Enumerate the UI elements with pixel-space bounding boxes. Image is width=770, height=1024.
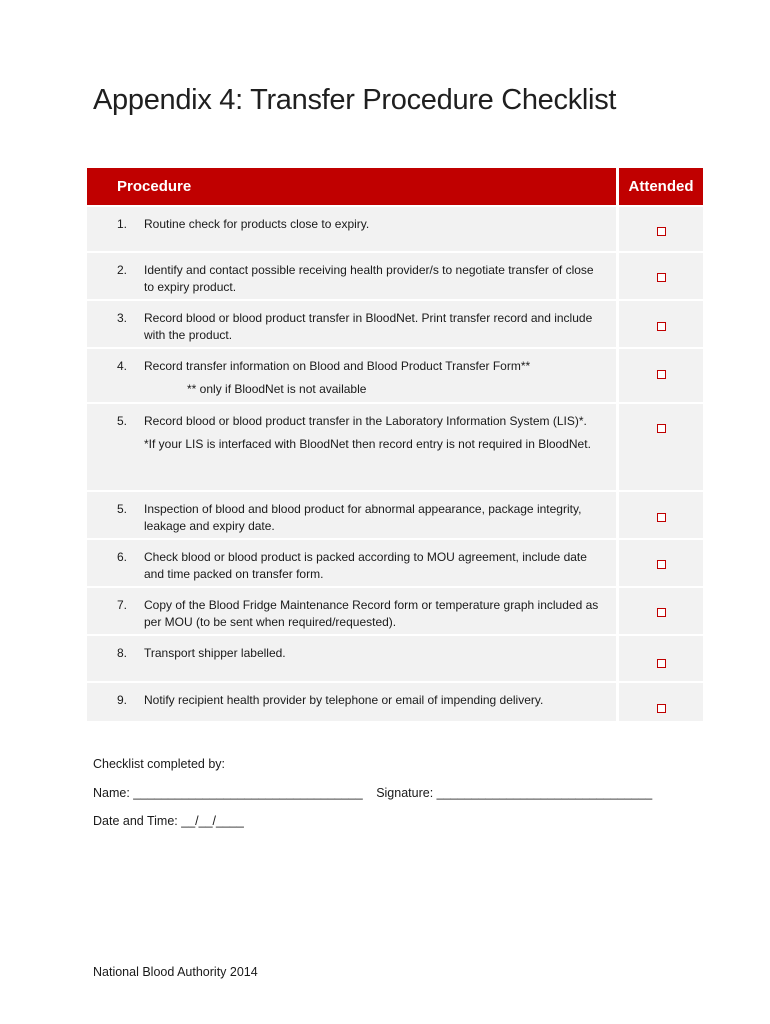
date-time-field[interactable]: Date and Time: __/__/____ <box>93 814 244 828</box>
page-title: Appendix 4: Transfer Procedure Checklist <box>93 84 617 116</box>
attended-checkbox[interactable] <box>657 560 666 569</box>
table-row <box>87 636 703 681</box>
step-number: 6. <box>117 550 128 564</box>
completed-by-label: Checklist completed by: <box>93 757 226 771</box>
page-footer: National Blood Authority 2014 <box>93 965 258 979</box>
attended-checkbox[interactable] <box>657 227 666 236</box>
header-procedure: Procedure <box>87 168 616 205</box>
procedure-cell <box>87 253 616 299</box>
step-text: Record transfer information on Blood and Blood Product Transfer Form** <box>144 359 531 373</box>
attended-checkbox[interactable] <box>657 424 666 433</box>
table-row <box>87 683 703 721</box>
step-number: 4. <box>117 359 128 373</box>
attended-cell <box>619 683 703 721</box>
procedure-cell <box>87 349 616 402</box>
step-number: 3. <box>117 311 128 325</box>
step-number: 5. <box>117 414 128 428</box>
step-number: 9. <box>117 693 128 707</box>
attended-cell <box>619 207 703 251</box>
step-number: 7. <box>117 598 128 612</box>
attended-cell <box>619 588 703 634</box>
table-row <box>87 301 703 347</box>
attended-cell <box>619 349 703 402</box>
header-attended: Attended <box>619 168 703 205</box>
attended-checkbox[interactable] <box>657 704 666 713</box>
procedure-cell <box>87 540 616 586</box>
step-number: 8. <box>117 646 128 660</box>
step-text: Inspection of blood and blood product for abnormal appearance, package integrity, leakage and expiry date. <box>144 502 582 533</box>
attended-checkbox[interactable] <box>657 659 666 668</box>
attended-cell <box>619 540 703 586</box>
step-text: Routine check for products close to expiry. <box>144 217 370 231</box>
step-number: 5. <box>117 502 128 516</box>
name-field[interactable]: Name: _________________________________ <box>93 785 363 800</box>
completion-section <box>93 757 652 843</box>
procedure-cell <box>87 636 616 681</box>
procedure-cell <box>87 588 616 634</box>
attended-checkbox[interactable] <box>657 273 666 282</box>
step-number: 2. <box>117 263 128 277</box>
checklist-table <box>87 168 703 721</box>
table-header <box>87 168 703 205</box>
attended-cell <box>619 636 703 681</box>
attended-checkbox[interactable] <box>657 322 666 331</box>
attended-cell <box>619 404 703 490</box>
signature-field[interactable]: Signature: _______________________________ <box>376 785 653 800</box>
step-text: Record blood or blood product transfer in BloodNet. Print transfer record and include with the product. <box>144 311 593 342</box>
attended-checkbox[interactable] <box>657 608 666 617</box>
table-row <box>87 207 703 251</box>
step-text: Notify recipient health provider by telephone or email of impending delivery. <box>144 693 544 707</box>
procedure-cell <box>87 404 616 490</box>
procedure-cell <box>87 207 616 251</box>
attended-cell <box>619 492 703 538</box>
step-text: Check blood or blood product is packed according to MOU agreement, include date and time packed on transfer form. <box>144 550 587 581</box>
attended-cell <box>619 253 703 299</box>
procedure-cell <box>87 492 616 538</box>
table-row <box>87 492 703 538</box>
step-text: Identify and contact possible receiving health provider/s to negotiate transfer of close to expiry product. <box>144 263 594 294</box>
attended-cell <box>619 301 703 347</box>
attended-checkbox[interactable] <box>657 370 666 379</box>
step-number: 1. <box>117 217 128 231</box>
table-row <box>87 540 703 586</box>
step-note: ** only if BloodNet is not available <box>187 382 367 396</box>
table-row <box>87 404 703 490</box>
table-row <box>87 349 703 402</box>
table-row <box>87 253 703 299</box>
procedure-cell <box>87 301 616 347</box>
procedure-cell <box>87 683 616 721</box>
attended-checkbox[interactable] <box>657 513 666 522</box>
step-text: Copy of the Blood Fridge Maintenance Record form or temperature graph included as per MOU (to be sent when required/requested). <box>144 598 599 629</box>
step-note: *If your LIS is interfaced with BloodNet then record entry is not required in BloodNet. <box>144 437 591 451</box>
table-row <box>87 588 703 634</box>
step-text: Transport shipper labelled. <box>144 646 286 660</box>
step-text: Record blood or blood product transfer in the Laboratory Information System (LIS)*. <box>144 414 587 428</box>
